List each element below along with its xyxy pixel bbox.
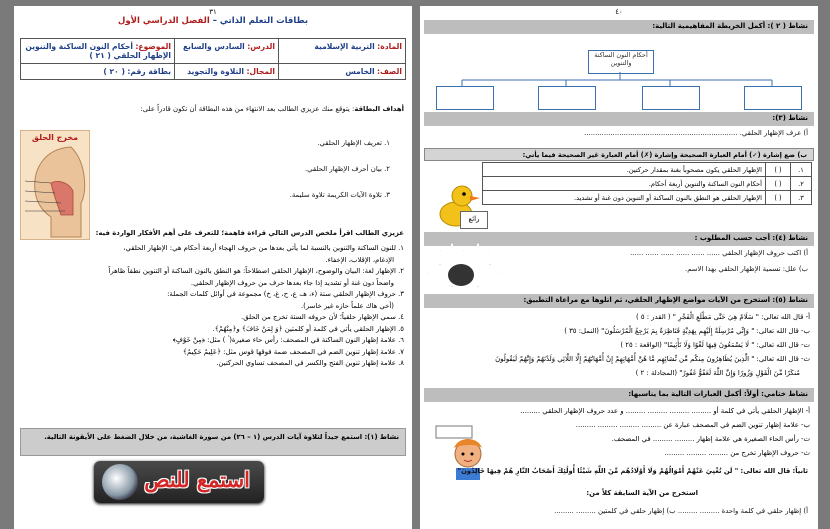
card-label: بطاقة رقم: <box>127 67 172 76</box>
objective-item: ١. تعريف الإظهار الحلقي. <box>317 139 390 147</box>
answer-mark[interactable]: ( ) <box>766 163 791 177</box>
second-question: ثانياً: قال الله تعالى: " لَن تُغْنِيَ عَنْهُمْ أَمْوَالُهُمْ وَلَا أَوْلَادُهُم مِّنَ اللَّهِ شَيْئًا أُولَٰئِكَ أَصْحَابُ النَّارِ هُمْ فِيهَا خَالِدُونَ" <box>457 467 808 475</box>
verse-item: ب- قال الله تعالى: " وَإِنِّي مُرْسِلَةٌ إِلَيْهِم بِهَدِيَّةٍ فَنَاظِرَةٌ بِمَ يَرْجِعُ الْمُرْسَلُونَ" (النمل: ٣٥ ) <box>564 327 810 335</box>
answer-mark[interactable]: ( ) <box>766 191 791 205</box>
table-row <box>483 191 812 205</box>
topic-value-2: الإظهار الحلقي ( ٢١ ) <box>89 51 172 60</box>
extract-items: أ) إظهار حلقي في كلمة واحدة ......... ......... ب) إظهار حلقي في كلمتين ......... ......... <box>554 507 808 515</box>
lesson-value: السادس والسابع <box>182 42 245 51</box>
head-profile-icon <box>21 143 89 239</box>
topic-label: الموضوع: <box>135 42 172 51</box>
page-number: ٣١ <box>209 8 217 16</box>
duck-sign: رائع <box>460 211 488 229</box>
extract-instruction: استخرج من الآية السابقة كلاً من: <box>586 489 698 497</box>
objectives-intro-text: : يتوقع منك عزيزي الطالب بعد الانتهاء من هذه البطاقة أن تكون قادراً على: <box>140 105 355 113</box>
fill-item: ت- رأس الحاء الصغيرة هي علامة إظهار ......... ......... في المصحف. <box>611 435 810 443</box>
activity-2-header: نشاط ( ٢ ): أكمل الخريطة المفاهيمية التالية: <box>424 20 814 34</box>
summary-line: ٧. علامة إظهار تنوين الضم في المصحف ضمة فوقها قوس مثل: ﴿عَلِيمٌ حَكِيمٌ﴾ <box>182 347 404 356</box>
summary-line: واضحاً دون غنة أو تشديد إذا جاء بعدها حرف من حروف الإظهار الحلقي. <box>190 278 394 287</box>
summary-list <box>24 243 404 370</box>
final-activity-header: نشاط ختامي: أولاً: أكمل العبارات التالية بما يناسبها: <box>424 388 814 402</box>
concept-map-box[interactable] <box>538 86 596 110</box>
activity-3a: أ) عرف الإظهار الحلقي. ...................................................................... <box>584 129 808 137</box>
statement: الإظهار الحلقي هو النطق بالنون الساكنة أو التنوين دون غنة أو تشديد. <box>483 191 766 205</box>
listen-button[interactable] <box>94 461 264 503</box>
activity-4b: ب) علل: تسمية الإظهار الحلقي بهذا الاسم. <box>685 265 808 273</box>
summary-line: ٨. علامة إظهار تنوين الفتح والكسر في المصحف تساوي الحركتين. <box>216 359 404 367</box>
worksheet-page-2 <box>420 6 818 529</box>
summary-line: ٥. الإظهار الحلقي يأتي في كلمة أو كلمتين ﴿وَ لِمَنْ خَافَ﴾ و﴿مِنْهُمْ﴾. <box>212 324 404 333</box>
row-number: ٢. <box>791 177 812 191</box>
summary-line: ١. للنون الساكنة والتنوين بالنسبة لما يأتي بعدها من حروف الهجاء أربعة أحكام هي: الإظهار الحلقي، <box>123 244 404 252</box>
fill-item: ث- حروف الإظهار تخرج من ......... ......... ......... <box>664 449 810 457</box>
activity-4a: أ) اكتب حروف الإظهار الحلقي ...... ...... ...... ...... ...... ...... <box>630 249 808 257</box>
objective-item: ٢. بيان أحرف الإظهار الحلقي. <box>304 165 390 173</box>
grade-value: الخامس <box>345 67 375 76</box>
objective-item: ٣. تلاوة الآيات الكريمة تلاوة سليمة. <box>289 191 390 199</box>
objectives-title: أهداف البطاقة <box>354 105 404 113</box>
concept-map-box[interactable] <box>744 86 802 110</box>
subject-label: المادة: <box>377 42 402 51</box>
statement: الإظهار الحلقي يكون مصحوباً بغنة بمقدار حركتين. <box>483 163 766 177</box>
activity-1-box: نشاط (١): استمع جيداً لتلاوة آيات الدرس (١ – ٢٦) من سورة الغاشية، من خلال الضغط على الأيقونة التالية. <box>20 428 406 456</box>
throat-title: مخرج الحلق <box>31 133 79 142</box>
summary-line: ٦. علامة إظهار النون الساكنة في المصحف: رأس حاء صغيرة( ۡ ) مثل: ﴿مِنْ خَوْفٍ﴾ <box>172 336 404 344</box>
verse-item: ث- قال الله تعالى: " الَّذِينَ يُظَاهِرُونَ مِنكُم مِّن نِّسَائِهِم مَّا هُنَّ أُمَّهَاتِهِمْ إِنْ أُمَّهَاتُهُمْ إِلَّا اللَّائِي وَلَدْنَهُمْ وَإِنَّهُمْ لَيَقُولُونَ <box>495 355 810 363</box>
field-value: التلاوة والتجويد <box>187 67 245 76</box>
card-value: ( ٢٠ ) <box>103 67 125 76</box>
throat-illustration <box>20 130 90 240</box>
summary-line: الإدغام، الإقلاب، الإخفاء. <box>325 255 394 264</box>
field-label: المجال: <box>246 67 275 76</box>
activity-3b-header: ب) ضع إشارة (✓) أمام العبارة الصحيحة وإشارة (✗) أمام العبارة غير الصحيحة فيما يأتي: <box>424 148 814 161</box>
lesson-info-table <box>20 38 406 80</box>
activity-4-header: نشاط (٤): أجب حسب المطلوب : <box>424 232 814 246</box>
statement: أحكام النون الساكنة والتنوين أربعة أحكام. <box>483 177 766 191</box>
objectives-intro <box>24 104 404 114</box>
activity-5-header: نشاط (٥): استخرج من الآيات مواضع الإظهار الحلقي، ثم اتلوها مع مراعاة التطبيق: <box>424 294 814 308</box>
fill-item: ب- علامة إظهار تنوين الضم في المصحف عبارة عن ......... ......... ......... ......... <box>575 421 810 429</box>
summary-title: عزيزي الطالب اقرأ ملخص الدرس التالي قراءة فاهمة؛ للتعرف على أهم الأفكار الواردة فيه: <box>95 229 404 237</box>
concept-map-root: أحكام النون الساكنة والتنوين <box>588 50 654 74</box>
activity-3a-text: أ) عرف الإظهار الحلقي. <box>739 129 808 137</box>
speaker-icon <box>102 464 138 500</box>
objectives-list <box>100 130 390 208</box>
answer-mark[interactable]: ( ) <box>766 177 791 191</box>
activity-5-list <box>430 310 810 380</box>
page-header <box>14 16 412 26</box>
verse-item: مُنكَرًا مِّنَ الْقَوْلِ وَزُورًا وَإِنَّ اللَّهَ لَعَفُوٌّ غَفُورٌ" (المجادلة : ٢ ) <box>635 369 800 377</box>
row-number: ١. <box>791 163 812 177</box>
lesson-label: الدرس: <box>247 42 275 51</box>
activity-3-header: نشاط (٣): <box>424 112 814 126</box>
table-row <box>483 163 812 177</box>
summary-line: ٢. الإظهار لغة: البيان والوضوح، الإظهار الحلقي اصطلاحاً: هو النطق بالنون الساكنة أو التنوين نطقاً ظاهراً <box>108 267 404 275</box>
header-subtitle: الفصل الدراسي الأول <box>117 16 210 26</box>
page-number: ٤٠ <box>615 8 623 16</box>
concept-map-box[interactable] <box>436 86 494 110</box>
summary-line: ٣. حروف الإظهار الحلقي ستة (ء، هـ، ع، ح، غ، خ) مجموعة في أوائل كلمات الجملة: <box>167 290 404 298</box>
fill-item: أ- الإظهار الحلقي يأتي في كلمة أو ......... ......... ......... ......... و عدد حروف الإظهار الحلقي ......... <box>520 407 810 415</box>
star-center-badge <box>448 264 474 286</box>
summary-line: (أخي هاك علماً حازه غير خاسر). <box>300 301 394 310</box>
verse-item: ت- قال الله تعالى: " لَا يَسْمَعُونَ فِيهَا لَغْوًا وَلَا تَأْثِيمًا" (الواقعة : ٢٥ ) <box>620 341 810 349</box>
grade-label: الصف: <box>376 67 402 76</box>
verse-item: أ- قال الله تعالى: " سَلَامٌ هِيَ حَتَّى مَطْلَعِ الْفَجْرِ " ( القدر : ٥ ) <box>636 313 810 321</box>
worksheet-page-1 <box>14 6 412 529</box>
row-number: ٣. <box>791 191 812 205</box>
summary-line: ٤. سمي الإظهار حلقياً؛ لأن حروفه الستة تخرج من الحلق. <box>241 313 404 321</box>
topic-value: أحكام النون الساكنة والتنوين <box>25 42 133 51</box>
table-row <box>483 177 812 191</box>
concept-map-box[interactable] <box>642 86 700 110</box>
header-title: بطاقات التعلم الذاتي – <box>212 16 309 26</box>
subject-value: التربية الإسلامية <box>314 42 375 51</box>
listen-label: استمع للنص <box>144 467 250 492</box>
final-activity-list <box>490 404 810 460</box>
true-false-table <box>482 162 812 205</box>
